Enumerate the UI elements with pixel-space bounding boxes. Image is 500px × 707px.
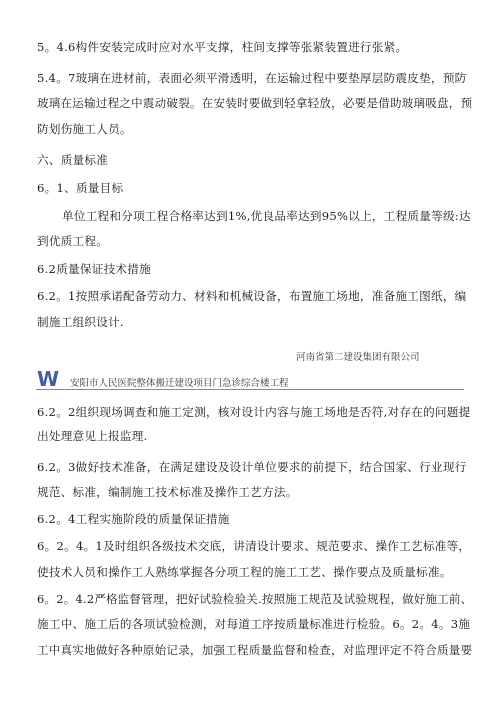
paragraph-line: 6.2。3做好技术准备，在满足建设及设计单位要求的前提下，结合国家、行业现行 bbox=[37, 460, 467, 474]
company-logo-icon bbox=[37, 370, 65, 388]
header-project-title: 安阳市人民医院整体搬迁建设项目门急诊综合楼工程 bbox=[70, 378, 289, 389]
paragraph-line: 施工中、施工后的各项试验检测，对每道工序按质量标准进行检验。6。2。4。3施 bbox=[37, 617, 471, 631]
subsection-heading: 6。1、质量目标 bbox=[37, 181, 124, 195]
subsection-heading: 6.2。4工程实施阶段的质量保证措施 bbox=[37, 512, 230, 526]
paragraph-line: 防划伤施工人员。 bbox=[37, 122, 132, 136]
subsection-heading: 6.2质量保证技术措施 bbox=[37, 262, 151, 276]
paragraph-line: 工中真实地做好各种原始记录，加强工程质量监督和检查，对监理评定不符合质量要 bbox=[37, 643, 473, 657]
paragraph-line: 使技术人员和操作工人熟练掌握各分项工程的施工工艺、操作要点及质量标准。 bbox=[37, 565, 452, 579]
paragraph-line: 6.2。2组织现场调查和施工定测，核对设计内容与施工场地是否符,对存在的问题提 bbox=[37, 405, 471, 419]
section-heading: 六、质量标准 bbox=[37, 153, 109, 167]
paragraph-line: 6.2。1按照承诺配备劳动力、材料和机械设备，布置施工场地，准备施工图纸，编 bbox=[37, 289, 467, 303]
paragraph-line: 到优质工程。 bbox=[37, 234, 109, 248]
paragraph-line: 出处理意见上报监理. bbox=[37, 429, 148, 443]
paragraph-line: 6。2。4。1及时组织各级技术交底，讲清设计要求、规范要求、操作工艺标准等， bbox=[37, 539, 471, 553]
paragraph-line: 玻璃在运输过程之中震动破裂。在安装时要做到轻拿轻放，必要是借助玻璃吸盘，预 bbox=[37, 96, 473, 110]
paragraph-line: 制施工组织设计. bbox=[37, 315, 124, 329]
paragraph-line: 单位工程和分项工程合格率达到1%,优良品率达到95%以上，工程质量等级:达 bbox=[62, 209, 471, 223]
paragraph-line: 5.4。7玻璃在进材前，表面必须平滑透明，在运输过程中要垫厚层防震皮垫，预防 bbox=[37, 71, 467, 85]
header-rule bbox=[36, 389, 464, 390]
paragraph-line: 6。2。4.2严格监督管理，把好试验检验关.按照施工规范及试验规程，做好施工前、 bbox=[37, 592, 473, 606]
footer-company-name: 河南省第二建设集团有限公司 bbox=[296, 352, 420, 363]
logo-letter: W bbox=[37, 370, 60, 388]
paragraph-line: 规范、标准，编制施工技术标准及操作工艺方法。 bbox=[37, 485, 298, 499]
paragraph-line: 5。4.6构件安装完成时应对水平支撑，柱间支撑等张紧装置进行张紧。 bbox=[37, 40, 408, 54]
